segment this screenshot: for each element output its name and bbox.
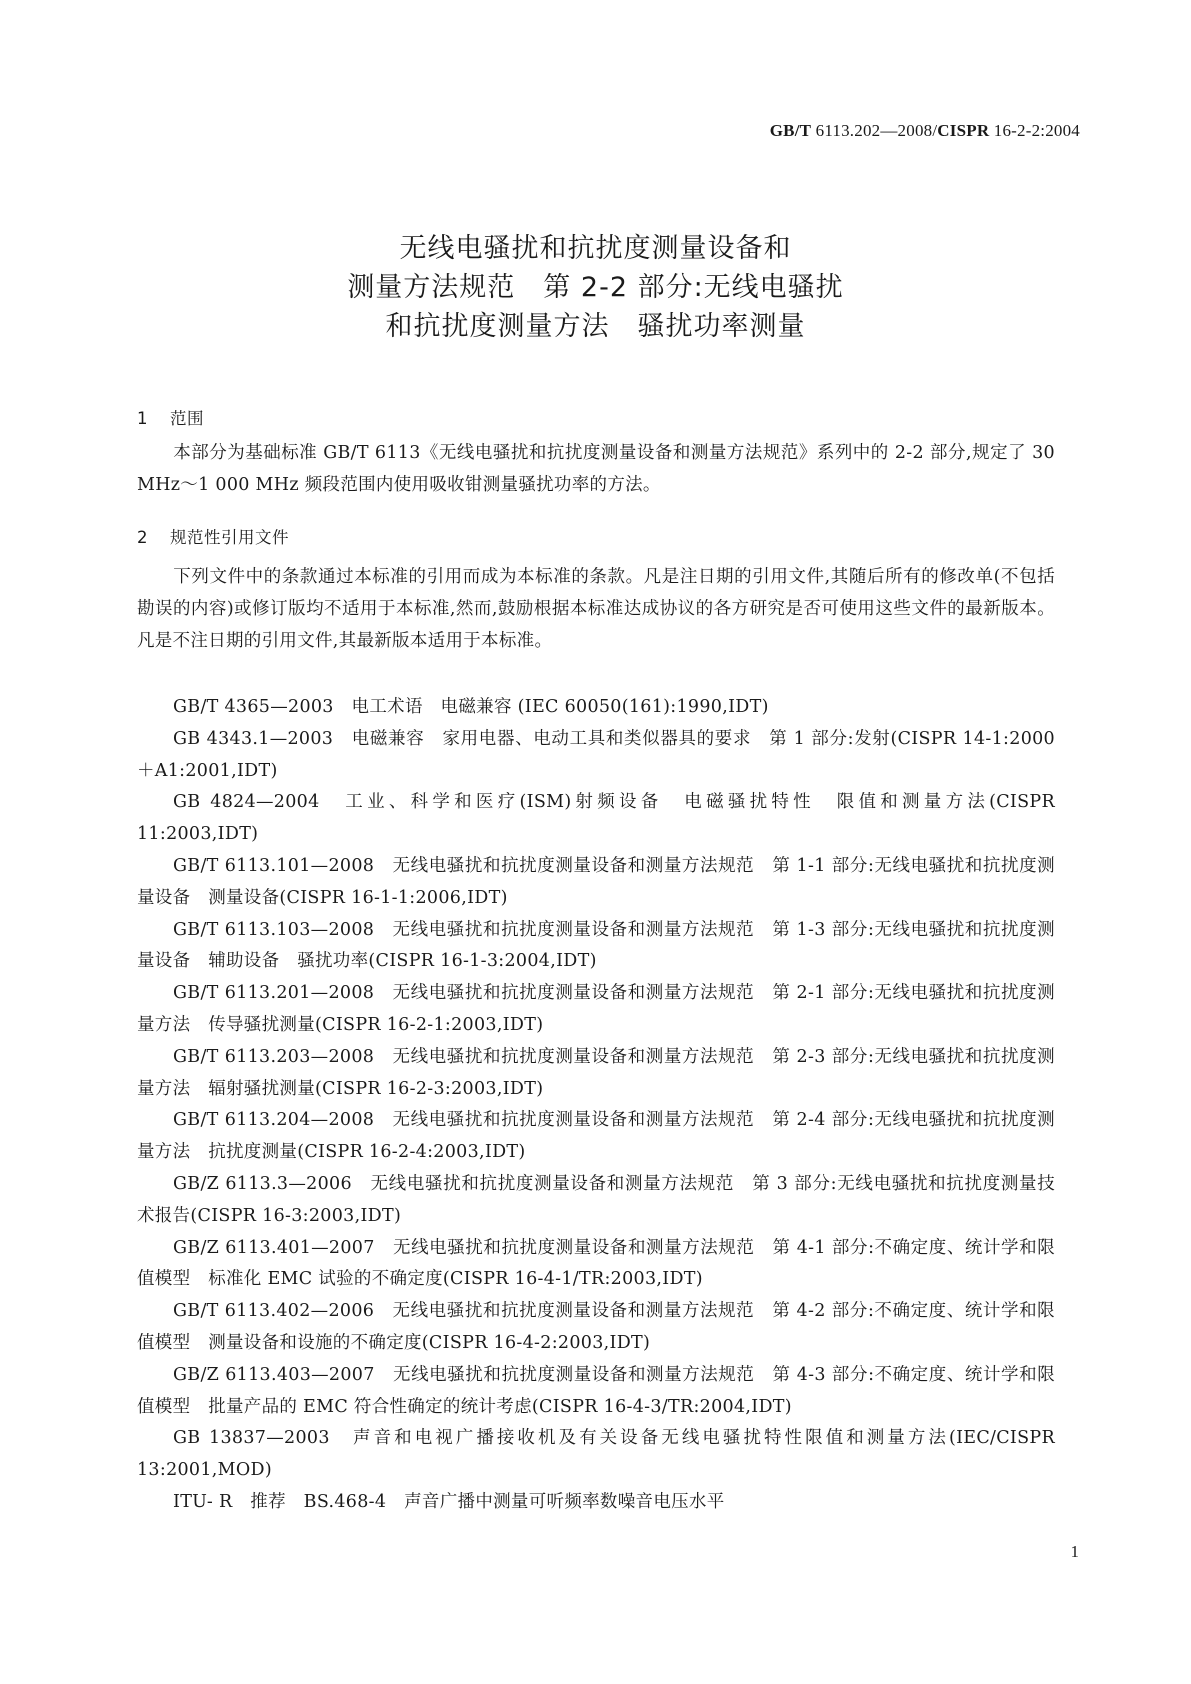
title-line-2: 测量方法规范 第 2-2 部分:无线电骚扰 [347,272,844,303]
document-title [0,229,1191,346]
header-cispr-number: 16-2-2:2004 [989,121,1080,140]
section-2-number: 2 [137,528,148,547]
header-code-number: 6113.202—2008/ [811,121,938,140]
header-code-prefix: GB/T [769,121,812,140]
reference-item: GB 13837—2003 声音和电视广播接收机及有关设备无线电骚扰特性限值和测量方法(IEC/CISPR 13:2001,MOD) [137,1428,1055,1481]
section-1-text: 本部分为基础标准 GB/T 6113《无线电骚扰和抗扰度测量设备和测量方法规范》系列中的 2-2 部分,规定了 30 MHz～1 000 MHz 频段范围内使用吸收钳测量骚扰功率的方法。 [137,443,1055,495]
reference-item: GB/T 6113.203—2008 无线电骚扰和抗扰度测量设备和测量方法规范 第 2-3 部分:无线电骚扰和抗扰度测量方法 辐射骚扰测量(CISPR 16-2-3:2003,IDT) [137,1046,1055,1099]
standard-code-header [770,121,1080,141]
section-1-heading [137,405,204,429]
normative-references-list [137,692,1055,1519]
page-number: 1 [1070,1542,1079,1561]
section-2-heading [137,524,289,548]
header-cispr-label: CISPR [937,121,990,140]
reference-item: ITU- R 推荐 BS.468-4 声音广播中测量可听频率数噪音电压水平 [173,1491,725,1512]
reference-item: GB/T 6113.201—2008 无线电骚扰和抗扰度测量设备和测量方法规范 第 2-1 部分:无线电骚扰和抗扰度测量方法 传导骚扰测量(CISPR 16-2-1:2003,IDT) [137,983,1055,1035]
section-2-intro-text: 下列文件中的条款通过本标准的引用而成为本标准的条款。凡是注日期的引用文件,其随后所有的修改单(不包括勘误的内容)或修订版均不适用于本标准,然而,鼓励根据本标准达成协议的各方研究是否可使用这些文件的最新版本。凡是不注日期的引用文件,其最新版本适用于本标准。 [137,567,1055,651]
reference-item: GB/Z 6113.3—2006 无线电骚扰和抗扰度测量设备和测量方法规范 第 3 部分:无线电骚扰和抗扰度测量技术报告(CISPR 16-3:2003,IDT) [137,1173,1055,1226]
title-line-1: 无线电骚扰和抗扰度测量设备和 [399,233,792,264]
reference-item: GB 4343.1—2003 电磁兼容 家用电器、电动工具和类似器具的要求 第 1 部分:发射(CISPR 14-1:2000＋A1:2001,IDT) [137,728,1055,781]
reference-item: GB/Z 6113.403—2007 无线电骚扰和抗扰度测量设备和测量方法规范 第 4-3 部分:不确定度、统计学和限值模型 批量产品的 EMC 符合性确定的统计考虑(CISPR 16-4-3/TR:2004,IDT) [137,1364,1055,1417]
reference-item: GB/T 6113.402—2006 无线电骚扰和抗扰度测量设备和测量方法规范 第 4-2 部分:不确定度、统计学和限值模型 测量设备和设施的不确定度(CISPR 16-4-2:2003,IDT) [137,1301,1055,1353]
section-1-number: 1 [137,409,148,428]
reference-item: GB/Z 6113.401—2007 无线电骚扰和抗扰度测量设备和测量方法规范 第 4-1 部分:不确定度、统计学和限值模型 标准化 EMC 试验的不确定度(CISPR 16-4-1/TR:2003,IDT) [137,1237,1055,1290]
reference-item: GB 4824—2004 工业、科学和医疗(ISM)射频设备 电磁骚扰特性 限值和测量方法(CISPR 11:2003,IDT) [137,792,1055,845]
section-1-title: 范围 [170,409,204,428]
reference-item: GB/T 6113.103—2008 无线电骚扰和抗扰度测量设备和测量方法规范 第 1-3 部分:无线电骚扰和抗扰度测量设备 辅助设备 骚扰功率(CISPR 16-1-3:2004,IDT) [137,919,1055,972]
section-2-intro [137,561,1055,657]
reference-item: GB/T 4365—2003 电工术语 电磁兼容 (IEC 60050(161):1990,IDT) [173,697,769,717]
title-line-3: 和抗扰度测量方法 骚扰功率测量 [385,311,806,342]
reference-item: GB/T 6113.204—2008 无线电骚扰和抗扰度测量设备和测量方法规范 第 2-4 部分:无线电骚扰和抗扰度测量方法 抗扰度测量(CISPR 16-2-4:2003,IDT) [137,1110,1055,1163]
section-1-body [137,437,1055,501]
section-2-title: 规范性引用文件 [170,528,289,547]
reference-item: GB/T 6113.101—2008 无线电骚扰和抗扰度测量设备和测量方法规范 第 1-1 部分:无线电骚扰和抗扰度测量设备 测量设备(CISPR 16-1-1:2006,IDT) [137,855,1055,908]
